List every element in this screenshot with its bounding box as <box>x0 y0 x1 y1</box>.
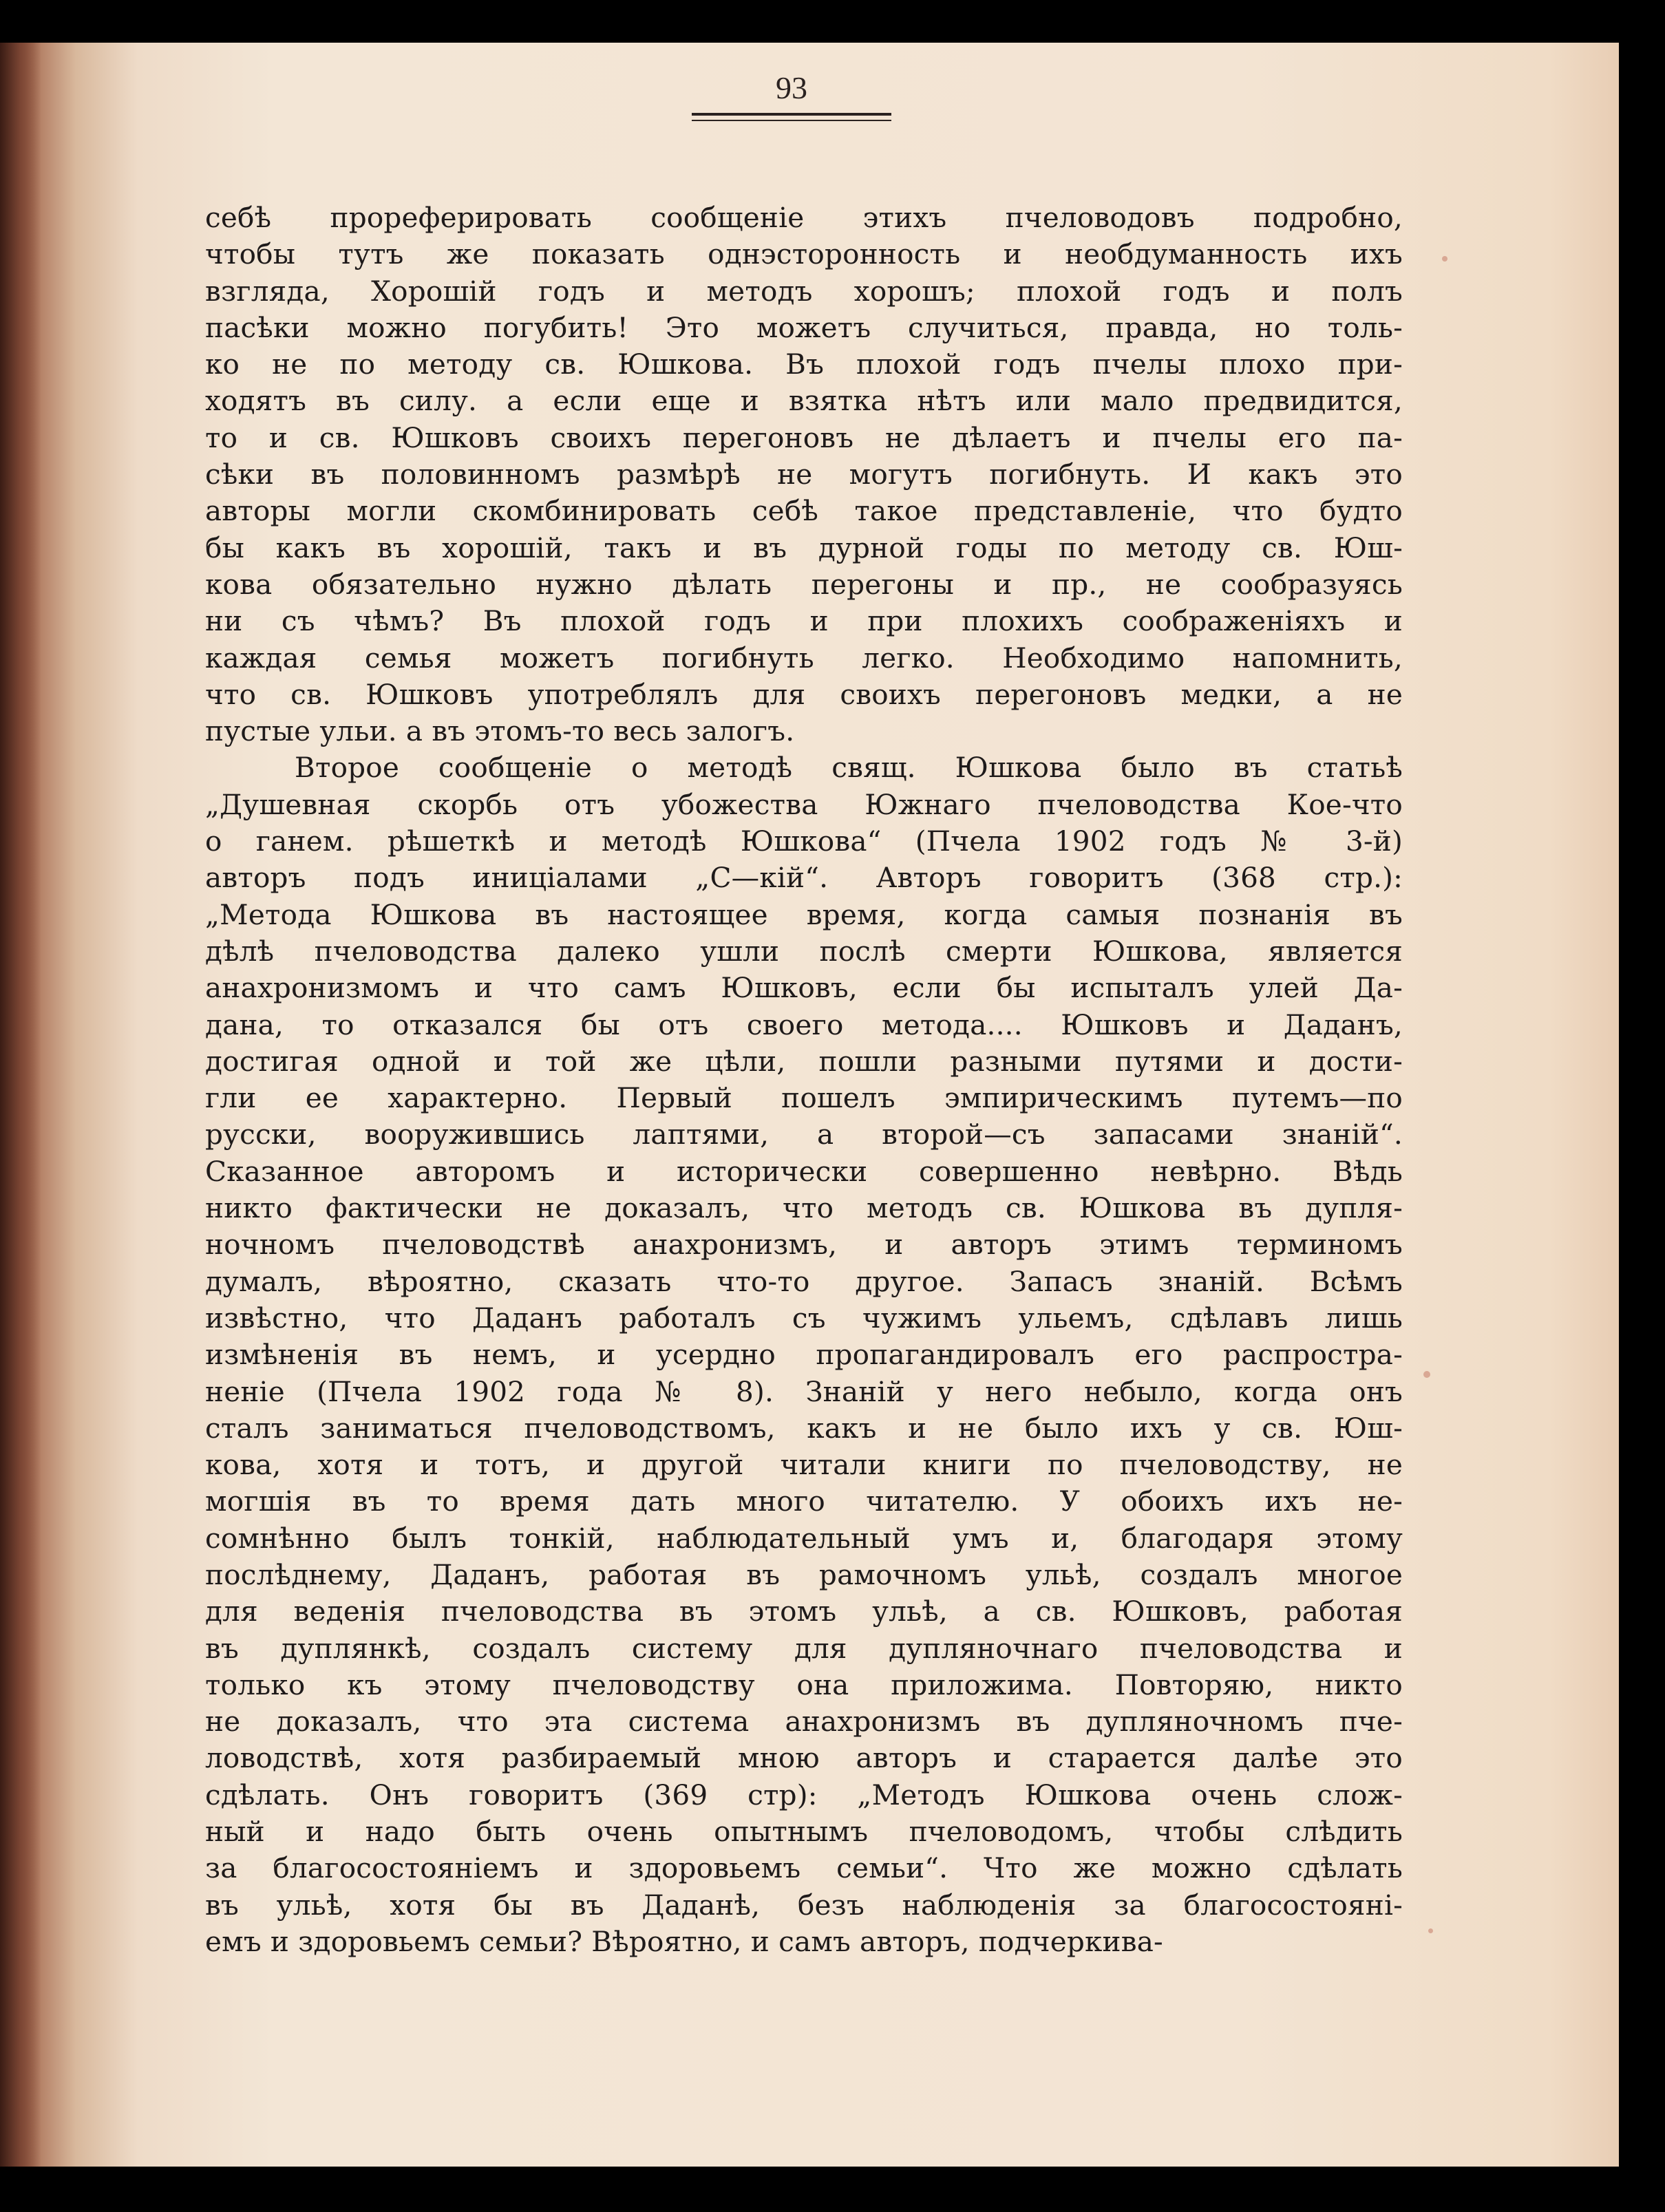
paragraph <box>205 200 1403 749</box>
text-line: взгляда, Хорошій годъ и методъ хорошъ; плохой годъ и полъ <box>205 274 1403 308</box>
text-line: сѣки въ половинномъ размѣрѣ не могутъ погибнуть. И какъ это <box>205 458 1403 491</box>
header-rule <box>692 113 891 121</box>
text-line: только къ этому пчеловодству она приложима. Повторяю, никто <box>205 1668 1403 1701</box>
text-line: ный и надо быть очень опытнымъ пчеловодомъ, чтобы слѣдить <box>205 1815 1403 1849</box>
text-line: пустые ульи. а въ этомъ-то весь залогъ. <box>205 714 795 748</box>
text-line: авторы могли скомбинировать себѣ такое представленіе, что будто <box>205 494 1403 528</box>
text-line: то и св. Юшковъ своихъ перегоновъ не дѣлаетъ и пчелы его па- <box>205 421 1403 454</box>
text-line: чтобы тутъ же показать однэсторонность и необдуманность ихъ <box>205 237 1403 271</box>
text-line: сомнѣнно былъ тонкій, наблюдательный умъ и, благодаря этому <box>205 1521 1403 1555</box>
text-line: „Метода Юшкова въ настоящее время, когда самыя познанія въ <box>205 897 1403 931</box>
ink-spot <box>1423 1371 1430 1378</box>
text-line: что св. Юшковъ употреблялъ для своихъ перегоновъ медки, а не <box>205 677 1403 711</box>
ink-spot <box>1442 256 1447 262</box>
text-line: неніе (Пчела 1902 года № 8). Знаній у него небыло, когда онъ <box>205 1374 1403 1408</box>
text-line: могшія въ то время дать много читателю. У обоихъ ихъ не- <box>205 1485 1403 1518</box>
text-line: русски, вооружившись лаптями, а второй—съ запасами знаній“. <box>205 1118 1403 1151</box>
paragraph <box>205 749 1403 1960</box>
text-line: кова, хотя и тотъ, и другой читали книги по пчеловодству, не <box>205 1448 1403 1482</box>
text-line: послѣднему, Даданъ, работая въ рамочномъ ульѣ, создалъ многое <box>205 1557 1403 1591</box>
text-line: ни съ чѣмъ? Въ плохой годъ и при плохихъ соображеніяхъ и <box>205 604 1403 638</box>
text-line: въ дуплянкѣ, создалъ систему для дупляночнаго пчеловодства и <box>205 1631 1403 1665</box>
page-number: 93 <box>776 70 807 105</box>
text-line: дѣлѣ пчеловодства далеко ушли послѣ смерти Юшкова, является <box>205 934 1403 968</box>
text-line: каждая семья можетъ погибнуть легко. Необходимо напомнить, <box>205 641 1403 674</box>
text-line: ходятъ въ силу. а если еще и взятка нѣтъ или мало предвидится, <box>205 384 1403 418</box>
body-text <box>205 200 1403 1960</box>
text-line: сдѣлать. Онъ говоритъ (369 стр): „Методъ Юшкова очень слож- <box>205 1778 1403 1811</box>
text-line: ночномъ пчеловодствѣ анахронизмъ, и авторъ этимъ терминомъ <box>205 1228 1403 1262</box>
text-line: думалъ, вѣроятно, сказать что-то другое. Запасъ знаній. Всѣмъ <box>205 1264 1403 1298</box>
ink-spot <box>1428 1928 1433 1933</box>
text-line: анахронизмомъ и что самъ Юшковъ, если бы испыталъ улей Да- <box>205 971 1403 1005</box>
text-line: бы какъ въ хорошій, такъ и въ дурной годы по методу св. Юш- <box>205 531 1403 564</box>
text-line: сталъ заниматься пчеловодствомъ, какъ и не было ихъ у св. Юш- <box>205 1411 1403 1445</box>
page-header <box>688 67 895 121</box>
text-line: въ ульѣ, хотя бы въ Даданѣ, безъ наблюденія за благосостояні- <box>205 1888 1403 1922</box>
text-line: достигая одной и той же цѣли, пошли разными путями и дости- <box>205 1044 1403 1078</box>
text-line: гли ее характерно. Первый пошелъ эмпирическимъ путемъ—по <box>205 1081 1403 1115</box>
text-line: не доказалъ, что эта система анахронизмъ въ дупляночномъ пче- <box>205 1705 1403 1738</box>
text-line: себѣ прореферировать сообщеніе этихъ пчеловодовъ подробно, <box>205 201 1403 234</box>
text-line: авторъ подъ иниціалами „С—кій“. Авторъ говоритъ (368 стр.): <box>205 861 1403 895</box>
text-line: дана, то отказался бы отъ своего метода.... Юшковъ и Даданъ, <box>205 1008 1403 1041</box>
text-line: „Душевная скорбь отъ убожества Южнаго пчеловодства Кое-что <box>205 787 1403 821</box>
text-line: Сказанное авторомъ и исторически совершенно невѣрно. Вѣдь <box>205 1154 1403 1188</box>
text-line: для веденія пчеловодства въ этомъ ульѣ, а св. Юшковъ, работая <box>205 1595 1403 1628</box>
text-line: кова обязательно нужно дѣлать перегоны и пр., не сообразуясь <box>205 567 1403 601</box>
text-line: о ганем. рѣшеткѣ и методѣ Юшкова“ (Пчела 1902 годъ № 3-й) <box>205 825 1403 858</box>
text-line: ко не по методу св. Юшкова. Въ плохой годъ пчелы плохо при- <box>205 348 1403 381</box>
page-spine-shadow <box>0 43 41 2167</box>
text-line: за благосостояніемъ и здоровьемъ семьи“. Что же можно сдѣлать <box>205 1851 1403 1885</box>
text-line: измѣненія въ немъ, и усердно пропагандировалъ его распростра- <box>205 1338 1403 1372</box>
text-line: никто фактически не доказалъ, что методъ св. Юшкова въ дупля- <box>205 1191 1403 1225</box>
text-line: ловодствѣ, хотя разбираемый мною авторъ и старается далѣе это <box>205 1741 1403 1775</box>
text-line: емъ и здоровьемъ семьи? Вѣроятно, и самъ авторъ, подчеркива- <box>205 1924 1163 1958</box>
text-line: Второе сообщеніе о методѣ свящ. Юшкова было въ статьѣ <box>295 751 1403 785</box>
text-line: пасѣки можно погубить! Это можетъ случиться, правда, но толь- <box>205 310 1403 344</box>
text-line: извѣстно, что Даданъ работалъ съ чужимъ ульемъ, сдѣлавъ лишь <box>205 1301 1403 1334</box>
